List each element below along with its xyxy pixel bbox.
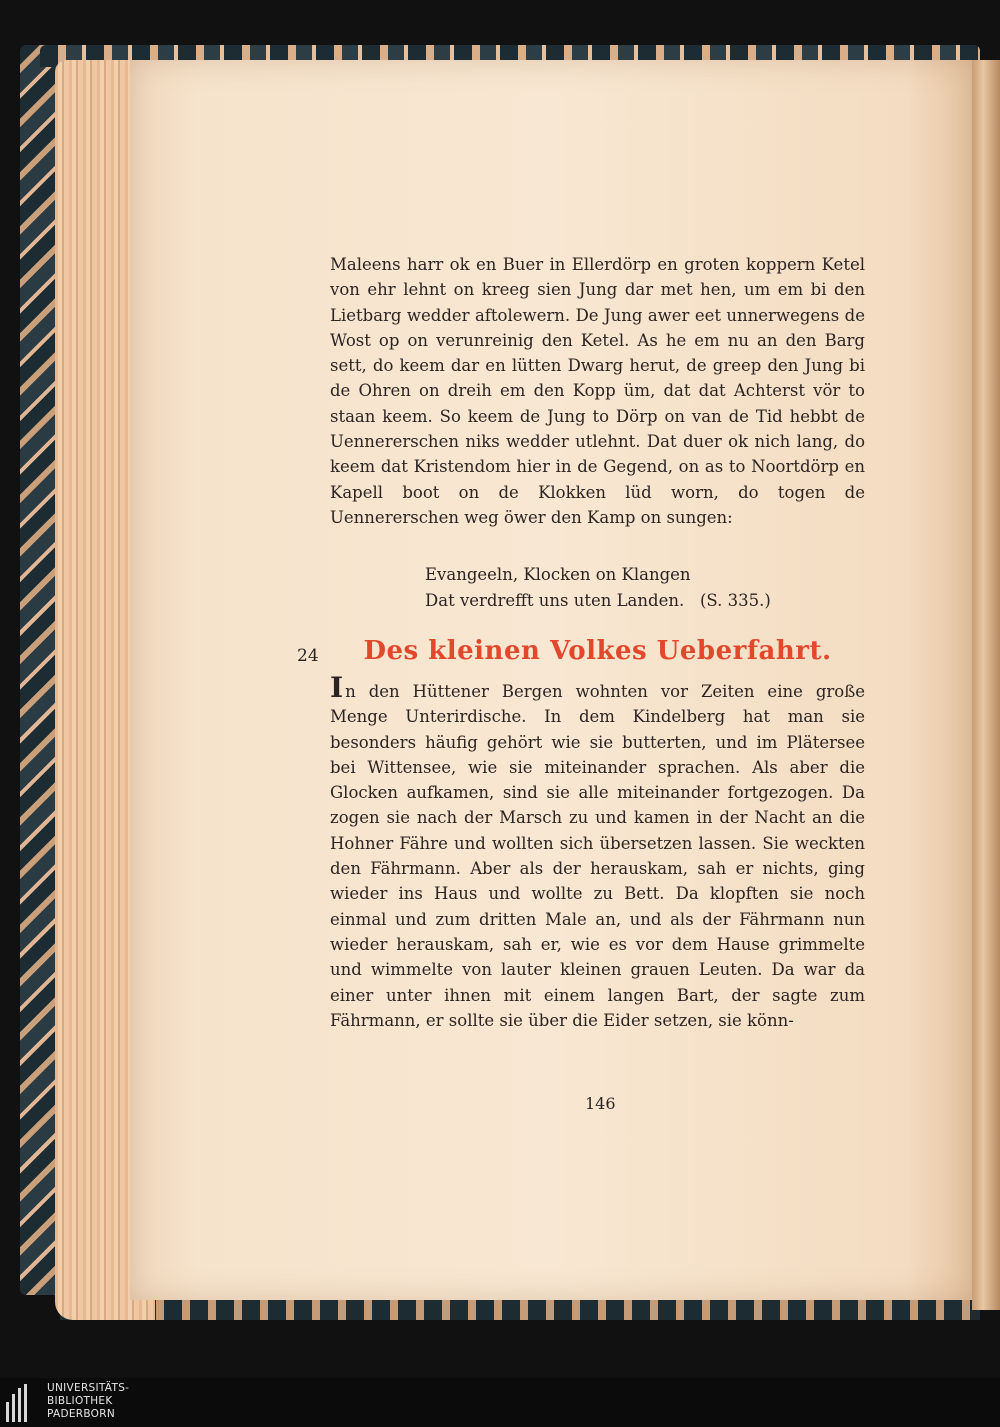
paragraph-1: Maleens harr ok en Buer in Ellerdörp en groten koppern Ketel von ehr lehnt on kreeg sien Jung dar met hen, um em bi den Lietbarg wedder aftolewern. De Jung awer eet unnerwegens de Wost op on verunreinig den Ketel. As he em nu an den Barg sett, do keem dar en lütten Dwarg herut, de greep den Jung bi de Ohren on dreih em den Kopp üm, dat dat Achterst vör to staan keem. So keem de Jung to Dörp on van de Tid hebbt de Uennererschen niks wedder utlehnt. Dat duer ok nich lang, do keem dat Kristendom hier in de Gegend, on as to Noortdörp en Kapell boot on de Klokken lüd worn, do togen de Uennererschen weg öwer den Kamp on sungen: bbox=[330, 255, 865, 527]
section-number: 24 bbox=[297, 646, 319, 666]
library-name bbox=[47, 1382, 129, 1421]
page-number: 146 bbox=[585, 1094, 616, 1113]
verse bbox=[425, 562, 845, 613]
library-logo-icon bbox=[6, 1384, 40, 1422]
library-name-line-2: BIBLIOTHEK bbox=[47, 1395, 113, 1407]
book-gutter bbox=[972, 60, 1000, 1310]
initial-letter: I bbox=[330, 671, 344, 704]
verse-line-2: Dat verdrefft uns uten Landen. (S. 335.) bbox=[425, 590, 771, 610]
paragraph-2 bbox=[330, 671, 865, 1033]
paragraph-2-text: n den Hüttener Bergen wohnten vor Zeiten eine große Menge Unterirdische. In dem Kindelberg hat man sie besonders häufig gehört wie sie butterten, und im Plätersee bei Wittensee, wie sie miteinander sprachen. Als aber die Glocken aufkamen, sind sie alle miteinander fortgezogen. Da zogen sie nach der Marsch zu und kamen in der Nacht an die Hohner Fähre und wollten sich übersetzen lassen. Sie weckten den Fährmann. Aber als der herauskam, sah er nichts, ging wieder ins Haus und wollte zu Bett. Da klopften sie noch einmal und zum dritten Male an, und als der Fährmann nun wieder herauskam, sah er, wie es vor dem Hause grimmelte und wimmelte von lauter kleinen grauen Leuten. Da war da einer unter ihnen mit einem langen Bart, der sagte zum Fährmann, er sollte sie über die Eider setzen, sie könn- bbox=[330, 682, 865, 1030]
library-name-line-3: PADERBORN bbox=[47, 1408, 115, 1420]
verse-line-1: Evangeeln, Klocken on Klangen bbox=[425, 565, 691, 584]
section-title: Des kleinen Volkes Ueberfahrt. bbox=[363, 636, 832, 666]
library-footer bbox=[0, 1378, 1000, 1427]
library-name-line-1: UNIVERSITÄTS- bbox=[47, 1382, 130, 1394]
